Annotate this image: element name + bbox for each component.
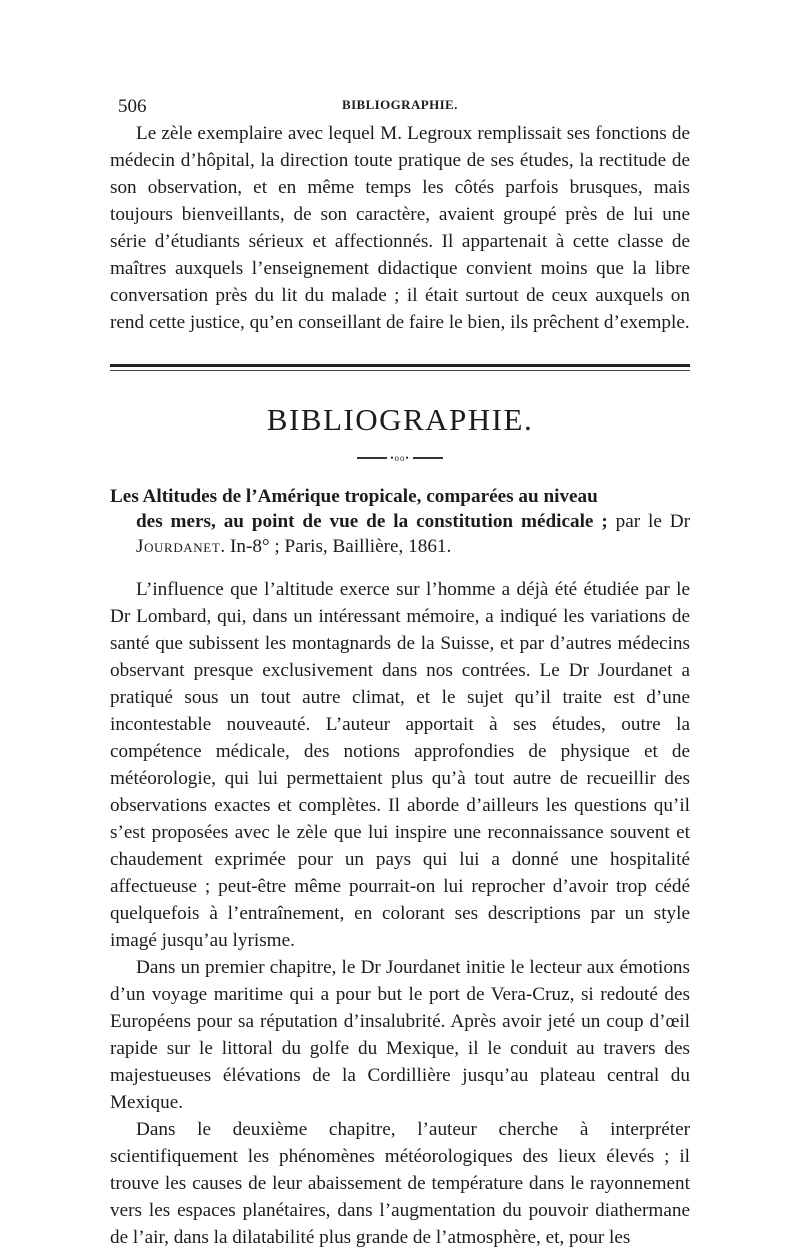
- entry-author-prefix: par le Dr: [615, 511, 691, 532]
- running-title: BIBLIOGRAPHIE.: [342, 97, 458, 112]
- section-title: BIBLIOGRAPHIE.: [266, 402, 534, 437]
- body-paragraph-1: L’influence que l’altitude exerce sur l’homme a déjà été étudiée par le Dr Lombard, qui, dans un intéressant mémoire, a indiqué les variations de santé que subissent les montagnards de la Suisse, et par d’autres médecins observant presque exclusivement dans nos contrées. Le Dr Jourdanet a pratiqué sous un tout autre climat, et le sujet qu’il traite est d’une incontestable nouveauté. L’auteur apportait à ses études, outre la compétence médicale, des notions approfondies de physique et de météorologie, qui lui permettaient plus qu’à tout autre de recueillir des observations exactes et complètes. Il aborde d’ailleurs les questions qu’il s’est proposées avec le zèle que lui inspire une reconnaissance souvent et chaudement exprimée pour un pays qui lui a donné une hospitalité affectueuse ; peut-être même pourrait-on lui reprocher d’avoir trop cédé quelquefois à l’entraînement, en colorant ses descriptions par un style imagé jusqu’au lyrisme.: [110, 579, 690, 951]
- ornament-glyph: •oo•: [387, 454, 413, 462]
- document-page: [110, 96, 690, 1251]
- body-paragraph-3: Dans le deuxième chapitre, l’auteur cherche à interpréter scientifiquement les phénomènes météorologiques des lieux élevés ; il trouve les causes de leur abaissement de température dans le rayonnement vers les espaces planétaires, dans l’augmentation du pouvoir diathermane de l’air, dans la dilatabilité plus grande de l’atmosphère, et, pour les: [110, 1119, 690, 1248]
- section-divider: [110, 364, 690, 376]
- running-head: [110, 96, 690, 120]
- entry-publication: . In-8° ; Paris, Baillière, 1861.: [220, 536, 452, 557]
- body-paragraph-2: Dans un premier chapitre, le Dr Jourdanet initie le lecteur aux émotions d’un voyage maritime qui a pour but le port de Vera-Cruz, si redouté des Européens pour sa réputation d’insalubrité. Après avoir jeté un coup d’œil rapide sur le littoral du golfe du Mexique, il le conduit au travers des majestueuses élévations de la Cordillière jusqu’au plateau central du Mexique.: [110, 957, 690, 1113]
- entry-title-line-1: Les Altitudes de l’Amérique tropicale, comparées au niveau: [110, 486, 598, 507]
- ornament-divider: [357, 454, 443, 462]
- entry-title-line-2: des mers, au point de vue de la constitution médicale ;: [136, 511, 608, 532]
- review-body: [110, 576, 690, 1251]
- divider-thin-rule: [110, 370, 690, 371]
- page-number: 506: [118, 96, 147, 117]
- bibliography-entry: [110, 484, 690, 559]
- entry-author-name: Jourdanet: [136, 536, 221, 557]
- divider-thick-rule: [110, 364, 690, 367]
- intro-paragraph: Le zèle exemplaire avec lequel M. Legroux remplissait ses fonctions de médecin d’hôpital, la direction toute pratique de ses études, la rectitude de son observation, et en même temps les côtés parfois brusques, mais toujours bienveillants, de son caractère, avaient groupé près de lui une série d’étudiants sérieux et affectionnés. Il appartenait à cette classe de maîtres auxquels l’enseignement didactique convient moins que la libre conversation près du lit du malade ; il était surtout de ceux auxquels on rend cette justice, qu’en conseillant de faire le bien, ils prêchent d’exemple.: [110, 123, 690, 333]
